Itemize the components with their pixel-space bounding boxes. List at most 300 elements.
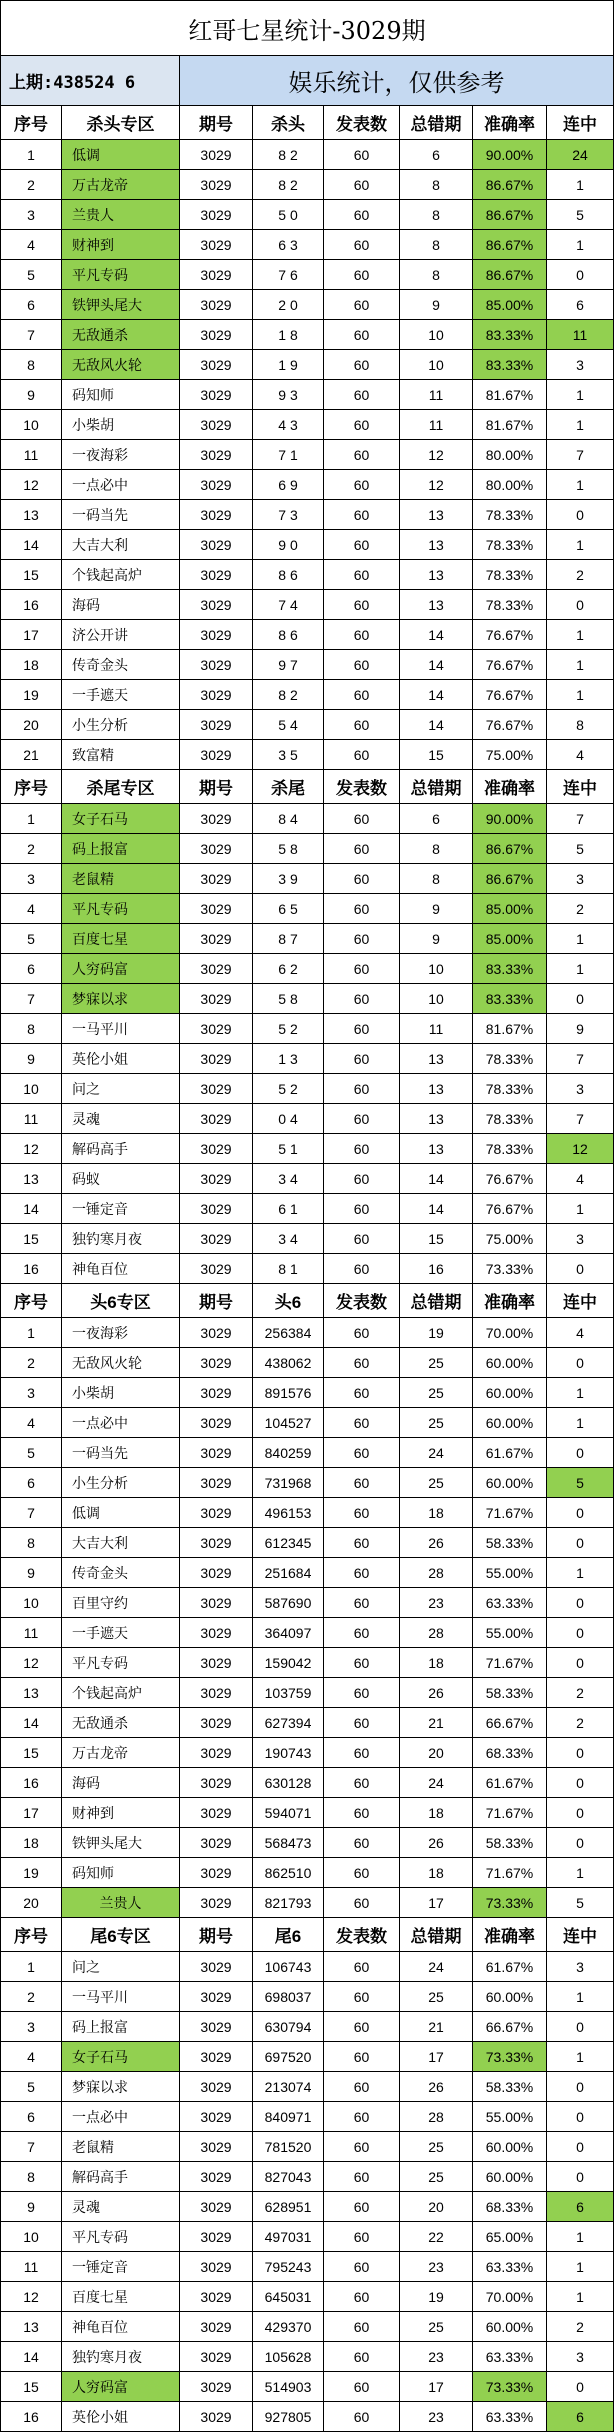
cell-accuracy: 78.33% (473, 560, 547, 590)
header-issue: 期号 (180, 106, 253, 140)
info-row (0, 56, 614, 106)
cell-errors: 25 (400, 1378, 473, 1408)
cell-streak: 1 (547, 620, 614, 650)
cell-errors: 20 (400, 1738, 473, 1768)
cell-pick: 630794 (253, 2012, 324, 2042)
cell-no: 4 (0, 2042, 62, 2072)
cell-pick: 5 8 (253, 984, 324, 1014)
cell-pick: 496153 (253, 1498, 324, 1528)
cell-issue: 3029 (180, 740, 253, 770)
cell-streak: 1 (547, 1858, 614, 1888)
cell-issue: 3029 (180, 1558, 253, 1588)
cell-issue: 3029 (180, 864, 253, 894)
cell-no: 6 (0, 1468, 62, 1498)
cell-pick: 364097 (253, 1618, 324, 1648)
table-row (0, 1982, 614, 2012)
cell-no: 1 (0, 804, 62, 834)
cell-no: 2 (0, 834, 62, 864)
cell-posts: 60 (324, 320, 400, 350)
cell-no: 2 (0, 1348, 62, 1378)
cell-accuracy: 83.33% (473, 954, 547, 984)
cell-posts: 60 (324, 380, 400, 410)
cell-accuracy: 78.33% (473, 530, 547, 560)
cell-pick: 8 2 (253, 170, 324, 200)
header-pick: 头6 (253, 1284, 324, 1318)
cell-streak: 1 (547, 470, 614, 500)
cell-accuracy: 86.67% (473, 170, 547, 200)
cell-issue: 3029 (180, 1982, 253, 2012)
cell-name: 平凡专码 (62, 1648, 180, 1678)
cell-issue: 3029 (180, 2162, 253, 2192)
cell-no: 16 (0, 1254, 62, 1284)
cell-posts: 60 (324, 1828, 400, 1858)
cell-streak: 0 (547, 2102, 614, 2132)
cell-streak: 3 (547, 1074, 614, 1104)
cell-name: 海码 (62, 1768, 180, 1798)
cell-issue: 3029 (180, 2372, 253, 2402)
cell-pick: 106743 (253, 1952, 324, 1982)
table-row (0, 2342, 614, 2372)
cell-name: 大吉大利 (62, 1528, 180, 1558)
cell-streak: 1 (547, 1378, 614, 1408)
header-no: 序号 (0, 1918, 62, 1952)
cell-streak: 1 (547, 410, 614, 440)
cell-accuracy: 85.00% (473, 290, 547, 320)
cell-pick: 5 4 (253, 710, 324, 740)
cell-accuracy: 78.33% (473, 590, 547, 620)
cell-pick: 5 2 (253, 1014, 324, 1044)
cell-streak: 8 (547, 710, 614, 740)
cell-accuracy: 60.00% (473, 1468, 547, 1498)
cell-posts: 60 (324, 864, 400, 894)
table-row (0, 500, 614, 530)
cell-pick: 5 1 (253, 1134, 324, 1164)
cell-posts: 60 (324, 500, 400, 530)
cell-streak: 5 (547, 834, 614, 864)
table-row (0, 804, 614, 834)
cell-no: 1 (0, 1318, 62, 1348)
cell-accuracy: 63.33% (473, 1588, 547, 1618)
cell-name: 百度七星 (62, 924, 180, 954)
cell-streak: 0 (547, 260, 614, 290)
cell-posts: 60 (324, 410, 400, 440)
cell-posts: 60 (324, 140, 400, 170)
cell-pick: 840259 (253, 1438, 324, 1468)
cell-accuracy: 86.67% (473, 230, 547, 260)
cell-errors: 26 (400, 1528, 473, 1558)
cell-name: 解码高手 (62, 1134, 180, 1164)
cell-no: 2 (0, 1982, 62, 2012)
cell-issue: 3029 (180, 2102, 253, 2132)
table-row (0, 440, 614, 470)
cell-streak: 3 (547, 864, 614, 894)
cell-no: 8 (0, 350, 62, 380)
cell-pick: 6 5 (253, 894, 324, 924)
cell-accuracy: 76.67% (473, 1164, 547, 1194)
cell-no: 15 (0, 1224, 62, 1254)
cell-accuracy: 60.00% (473, 2162, 547, 2192)
cell-no: 4 (0, 1408, 62, 1438)
cell-no: 6 (0, 290, 62, 320)
cell-no: 12 (0, 1648, 62, 1678)
cell-errors: 25 (400, 1982, 473, 2012)
table-row (0, 2222, 614, 2252)
cell-name: 独钓寒月夜 (62, 1224, 180, 1254)
table-row (0, 1952, 614, 1982)
table-row (0, 2012, 614, 2042)
cell-name: 一码当先 (62, 500, 180, 530)
cell-name: 梦寐以求 (62, 984, 180, 1014)
cell-posts: 60 (324, 1618, 400, 1648)
cell-accuracy: 78.33% (473, 500, 547, 530)
cell-accuracy: 63.33% (473, 2402, 547, 2432)
table-row (0, 2102, 614, 2132)
cell-no: 13 (0, 1678, 62, 1708)
cell-no: 15 (0, 1738, 62, 1768)
cell-no: 8 (0, 1014, 62, 1044)
cell-issue: 3029 (180, 590, 253, 620)
cell-issue: 3029 (180, 260, 253, 290)
cell-posts: 60 (324, 1678, 400, 1708)
cell-accuracy: 58.33% (473, 2072, 547, 2102)
cell-issue: 3029 (180, 1708, 253, 1738)
cell-pick: 7 3 (253, 500, 324, 530)
cell-issue: 3029 (180, 1254, 253, 1284)
cell-posts: 60 (324, 1528, 400, 1558)
table-row (0, 590, 614, 620)
cell-posts: 60 (324, 560, 400, 590)
cell-errors: 10 (400, 984, 473, 1014)
cell-name: 老鼠精 (62, 2132, 180, 2162)
cell-posts: 60 (324, 470, 400, 500)
cell-name: 小柴胡 (62, 410, 180, 440)
cell-pick: 891576 (253, 1378, 324, 1408)
header-pick: 尾6 (253, 1918, 324, 1952)
cell-no: 7 (0, 2132, 62, 2162)
cell-streak: 0 (547, 1618, 614, 1648)
cell-name: 平凡专码 (62, 260, 180, 290)
cell-errors: 11 (400, 380, 473, 410)
cell-posts: 60 (324, 2312, 400, 2342)
cell-posts: 60 (324, 1224, 400, 1254)
cell-streak: 1 (547, 1558, 614, 1588)
cell-name: 神龟百位 (62, 1254, 180, 1284)
cell-name: 低调 (62, 140, 180, 170)
cell-streak: 5 (547, 1888, 614, 1918)
cell-pick: 612345 (253, 1528, 324, 1558)
cell-name: 一手遮天 (62, 1618, 180, 1648)
cell-streak: 1 (547, 680, 614, 710)
cell-name: 百度七星 (62, 2282, 180, 2312)
cell-posts: 60 (324, 620, 400, 650)
cell-pick: 8 6 (253, 560, 324, 590)
table-row (0, 1588, 614, 1618)
table-row (0, 680, 614, 710)
cell-no: 14 (0, 1194, 62, 1224)
cell-issue: 3029 (180, 984, 253, 1014)
cell-pick: 645031 (253, 2282, 324, 2312)
table-row (0, 1798, 614, 1828)
cell-no: 17 (0, 1798, 62, 1828)
cell-posts: 60 (324, 2012, 400, 2042)
cell-errors: 23 (400, 2342, 473, 2372)
cell-posts: 60 (324, 2192, 400, 2222)
cell-issue: 3029 (180, 470, 253, 500)
cell-issue: 3029 (180, 2012, 253, 2042)
cell-errors: 11 (400, 1014, 473, 1044)
cell-accuracy: 60.00% (473, 1982, 547, 2012)
header-streak: 连中 (547, 106, 614, 140)
cell-no: 12 (0, 2282, 62, 2312)
cell-streak: 7 (547, 804, 614, 834)
cell-streak: 9 (547, 1014, 614, 1044)
cell-posts: 60 (324, 1798, 400, 1828)
table-row (0, 1254, 614, 1284)
cell-accuracy: 76.67% (473, 680, 547, 710)
cell-posts: 60 (324, 740, 400, 770)
header-pick: 杀头 (253, 106, 324, 140)
cell-pick: 8 2 (253, 680, 324, 710)
cell-errors: 21 (400, 1708, 473, 1738)
header-errors: 总错期 (400, 770, 473, 804)
cell-errors: 14 (400, 1164, 473, 1194)
cell-pick: 827043 (253, 2162, 324, 2192)
cell-name: 一点必中 (62, 2102, 180, 2132)
cell-name: 财神到 (62, 230, 180, 260)
cell-errors: 13 (400, 500, 473, 530)
cell-no: 14 (0, 530, 62, 560)
cell-streak: 0 (547, 1348, 614, 1378)
table-row (0, 620, 614, 650)
cell-accuracy: 85.00% (473, 924, 547, 954)
cell-pick: 105628 (253, 2342, 324, 2372)
cell-streak: 0 (547, 2072, 614, 2102)
cell-posts: 60 (324, 350, 400, 380)
header-accuracy: 准确率 (473, 770, 547, 804)
cell-streak: 1 (547, 954, 614, 984)
cell-issue: 3029 (180, 2192, 253, 2222)
cell-no: 11 (0, 1104, 62, 1134)
cell-pick: 568473 (253, 1828, 324, 1858)
table-row (0, 2402, 614, 2432)
cell-pick: 497031 (253, 2222, 324, 2252)
cell-name: 问之 (62, 1074, 180, 1104)
cell-no: 14 (0, 2342, 62, 2372)
cell-accuracy: 86.67% (473, 260, 547, 290)
cell-name: 一点必中 (62, 470, 180, 500)
cell-accuracy: 78.33% (473, 1104, 547, 1134)
cell-no: 6 (0, 2102, 62, 2132)
cell-issue: 3029 (180, 1318, 253, 1348)
cell-accuracy: 78.33% (473, 1074, 547, 1104)
cell-errors: 26 (400, 2072, 473, 2102)
cell-streak: 4 (547, 1318, 614, 1348)
cell-accuracy: 80.00% (473, 470, 547, 500)
cell-issue: 3029 (180, 1858, 253, 1888)
cell-accuracy: 76.67% (473, 710, 547, 740)
cell-pick: 190743 (253, 1738, 324, 1768)
cell-accuracy: 63.33% (473, 2252, 547, 2282)
cell-streak: 3 (547, 1952, 614, 1982)
cell-accuracy: 55.00% (473, 2102, 547, 2132)
section-header-row (0, 1918, 614, 1952)
cell-issue: 3029 (180, 2222, 253, 2252)
cell-no: 16 (0, 590, 62, 620)
cell-no: 13 (0, 1164, 62, 1194)
cell-pick: 594071 (253, 1798, 324, 1828)
cell-errors: 6 (400, 140, 473, 170)
cell-name: 灵魂 (62, 1104, 180, 1134)
cell-accuracy: 75.00% (473, 1224, 547, 1254)
cell-pick: 104527 (253, 1408, 324, 1438)
cell-name: 平凡专码 (62, 894, 180, 924)
header-name: 头6专区 (62, 1284, 180, 1318)
cell-posts: 60 (324, 984, 400, 1014)
cell-errors: 23 (400, 1588, 473, 1618)
cell-errors: 22 (400, 2222, 473, 2252)
cell-no: 15 (0, 2372, 62, 2402)
cell-issue: 3029 (180, 1498, 253, 1528)
cell-pick: 0 4 (253, 1104, 324, 1134)
cell-name: 无敌通杀 (62, 1708, 180, 1738)
cell-accuracy: 71.67% (473, 1648, 547, 1678)
cell-accuracy: 86.67% (473, 200, 547, 230)
cell-streak: 0 (547, 2372, 614, 2402)
cell-issue: 3029 (180, 1408, 253, 1438)
table-row (0, 1768, 614, 1798)
cell-posts: 60 (324, 2222, 400, 2252)
cell-name: 老鼠精 (62, 864, 180, 894)
table-row (0, 1888, 614, 1918)
table-row (0, 1828, 614, 1858)
cell-name: 英伦小姐 (62, 2402, 180, 2432)
cell-no: 3 (0, 864, 62, 894)
cell-no: 4 (0, 230, 62, 260)
cell-streak: 1 (547, 1982, 614, 2012)
cell-no: 2 (0, 170, 62, 200)
header-accuracy: 准确率 (473, 106, 547, 140)
cell-errors: 17 (400, 2372, 473, 2402)
cell-errors: 23 (400, 2252, 473, 2282)
cell-accuracy: 81.67% (473, 410, 547, 440)
cell-no: 3 (0, 200, 62, 230)
cell-streak: 1 (547, 650, 614, 680)
cell-pick: 821793 (253, 1888, 324, 1918)
cell-no: 3 (0, 2012, 62, 2042)
cell-name: 大吉大利 (62, 530, 180, 560)
table-row (0, 410, 614, 440)
cell-no: 15 (0, 560, 62, 590)
cell-pick: 781520 (253, 2132, 324, 2162)
cell-errors: 10 (400, 350, 473, 380)
cell-issue: 3029 (180, 1438, 253, 1468)
cell-posts: 60 (324, 1952, 400, 1982)
cell-name: 万古龙帝 (62, 1738, 180, 1768)
cell-posts: 60 (324, 1318, 400, 1348)
cell-no: 10 (0, 2222, 62, 2252)
cell-errors: 26 (400, 1678, 473, 1708)
cell-issue: 3029 (180, 2042, 253, 2072)
header-no: 序号 (0, 106, 62, 140)
cell-pick: 7 4 (253, 590, 324, 620)
cell-accuracy: 68.33% (473, 2192, 547, 2222)
cell-posts: 60 (324, 260, 400, 290)
cell-accuracy: 60.00% (473, 1348, 547, 1378)
cell-issue: 3029 (180, 1952, 253, 1982)
cell-accuracy: 86.67% (473, 864, 547, 894)
cell-accuracy: 65.00% (473, 2222, 547, 2252)
cell-errors: 14 (400, 620, 473, 650)
cell-errors: 10 (400, 320, 473, 350)
cell-posts: 60 (324, 1498, 400, 1528)
cell-posts: 60 (324, 1888, 400, 1918)
table-row (0, 2042, 614, 2072)
cell-streak: 0 (547, 2012, 614, 2042)
cell-pick: 429370 (253, 2312, 324, 2342)
cell-issue: 3029 (180, 500, 253, 530)
cell-accuracy: 71.67% (473, 1498, 547, 1528)
cell-posts: 60 (324, 2342, 400, 2372)
cell-streak: 0 (547, 1798, 614, 1828)
cell-name: 人穷码富 (62, 954, 180, 984)
table-row (0, 1678, 614, 1708)
cell-errors: 19 (400, 1318, 473, 1348)
cell-posts: 60 (324, 710, 400, 740)
cell-posts: 60 (324, 804, 400, 834)
cell-posts: 60 (324, 2162, 400, 2192)
cell-issue: 3029 (180, 290, 253, 320)
table-row (0, 1074, 614, 1104)
cell-name: 传奇金头 (62, 1558, 180, 1588)
cell-errors: 23 (400, 2402, 473, 2432)
header-streak: 连中 (547, 1918, 614, 1952)
cell-name: 铁钾头尾大 (62, 1828, 180, 1858)
cell-accuracy: 61.67% (473, 1438, 547, 1468)
cell-errors: 24 (400, 1768, 473, 1798)
cell-accuracy: 60.00% (473, 1378, 547, 1408)
table-row (0, 470, 614, 500)
cell-issue: 3029 (180, 804, 253, 834)
cell-pick: 1 8 (253, 320, 324, 350)
cell-posts: 60 (324, 1648, 400, 1678)
cell-issue: 3029 (180, 1588, 253, 1618)
cell-posts: 60 (324, 650, 400, 680)
cell-posts: 60 (324, 924, 400, 954)
cell-issue: 3029 (180, 200, 253, 230)
table-row (0, 1528, 614, 1558)
cell-accuracy: 70.00% (473, 1318, 547, 1348)
cell-no: 11 (0, 440, 62, 470)
table-row (0, 710, 614, 740)
cell-posts: 60 (324, 1588, 400, 1618)
header-accuracy: 准确率 (473, 1918, 547, 1952)
cell-pick: 6 2 (253, 954, 324, 984)
cell-name: 英伦小姐 (62, 1044, 180, 1074)
cell-streak: 1 (547, 1194, 614, 1224)
cell-errors: 18 (400, 1648, 473, 1678)
last-issue-label: 上期:438524 6 (0, 56, 180, 106)
cell-issue: 3029 (180, 1378, 253, 1408)
cell-errors: 20 (400, 2192, 473, 2222)
cell-accuracy: 73.33% (473, 2042, 547, 2072)
cell-posts: 60 (324, 1768, 400, 1798)
cell-name: 问之 (62, 1952, 180, 1982)
cell-errors: 11 (400, 410, 473, 440)
cell-errors: 25 (400, 2162, 473, 2192)
header-no: 序号 (0, 770, 62, 804)
cell-streak: 0 (547, 1768, 614, 1798)
cell-errors: 13 (400, 590, 473, 620)
